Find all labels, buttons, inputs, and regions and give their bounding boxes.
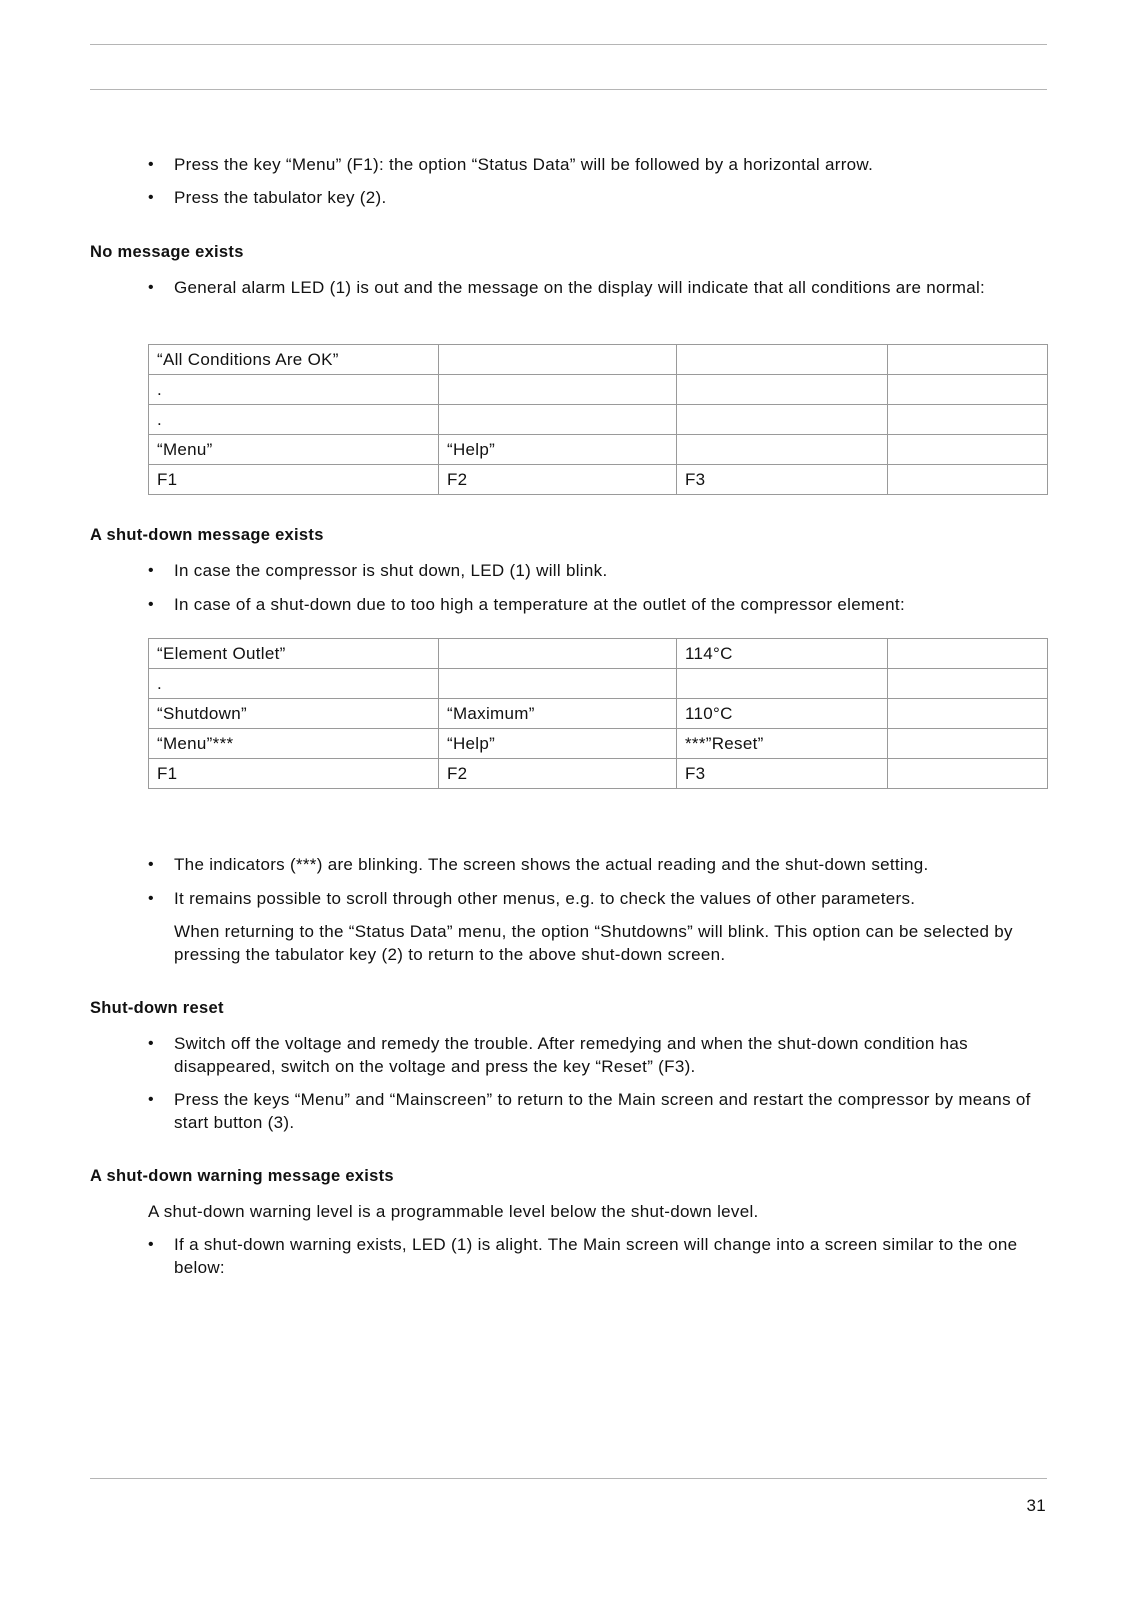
display-table-all-ok [148, 344, 1048, 495]
shutdown-bullet-led [148, 559, 1048, 582]
bullet-text: Press the keys “Menu” and “Mainscreen” to return to the Main screen and restart the compressor by means of start button (3). [174, 1090, 1031, 1132]
table-cell [888, 465, 1048, 495]
bullet-icon: • [148, 856, 154, 873]
display-table-shutdown [148, 638, 1048, 789]
table-cell: F2 [439, 759, 677, 789]
bullet-icon: • [148, 562, 154, 579]
table-cell: F3 [677, 759, 888, 789]
table-cell: F3 [677, 465, 888, 495]
footer-rule [90, 1478, 1047, 1479]
table-cell: “Help” [439, 729, 677, 759]
table-row [149, 465, 1048, 495]
table-cell [439, 375, 677, 405]
table-row [149, 729, 1048, 759]
table-cell: . [149, 375, 439, 405]
table-cell [888, 699, 1048, 729]
table-cell: F1 [149, 759, 439, 789]
table-row [149, 639, 1048, 669]
bullet-text: If a shut-down warning exists, LED (1) is alight. The Main screen will change into a screen similar to the one below: [174, 1235, 1018, 1277]
bullet-icon: • [148, 1035, 154, 1052]
bullet-icon: • [148, 890, 154, 907]
table-cell: “Shutdown” [149, 699, 439, 729]
table-row [149, 375, 1048, 405]
table-cell: F2 [439, 465, 677, 495]
warning-bullet [148, 1233, 1048, 1279]
bullet-icon: • [148, 1236, 154, 1253]
bullet-text: It remains possible to scroll through other menus, e.g. to check the values of other parameters. [174, 889, 916, 908]
no-message-bullet [148, 276, 1048, 299]
heading-shutdown-message: A shut-down message exists [90, 526, 324, 544]
table-cell [888, 759, 1048, 789]
table-cell [677, 345, 888, 375]
table-cell: F1 [149, 465, 439, 495]
bullet-text: The indicators (***) are blinking. The screen shows the actual reading and the shut-down setting. [174, 855, 929, 874]
table-cell: “Help” [439, 435, 677, 465]
table-cell: “Menu”*** [149, 729, 439, 759]
bullet-text: Press the tabulator key (2). [174, 188, 387, 207]
heading-shutdown-warning: A shut-down warning message exists [90, 1167, 394, 1185]
bullet-icon: • [148, 279, 154, 296]
table-cell [439, 345, 677, 375]
bullet-icon: • [148, 596, 154, 613]
table-cell [888, 435, 1048, 465]
shutdown-bullet-temperature [148, 593, 1048, 616]
bullet-text: In case the compressor is shut down, LED (1) will blink. [174, 561, 608, 580]
table-row [149, 435, 1048, 465]
bullet-text: In case of a shut-down due to too high a temperature at the outlet of the compressor element: [174, 595, 905, 614]
heading-shutdown-reset: Shut-down reset [90, 999, 224, 1017]
table-cell [677, 375, 888, 405]
heading-no-message: No message exists [90, 243, 244, 261]
table-row [149, 345, 1048, 375]
intro-bullet-menu-key [148, 153, 1048, 176]
table-cell [677, 405, 888, 435]
bullet-icon: • [148, 189, 154, 206]
table-cell: “Maximum” [439, 699, 677, 729]
table-cell [677, 669, 888, 699]
header-rule-top [90, 44, 1047, 45]
table-row [149, 699, 1048, 729]
table-cell: 110°C [677, 699, 888, 729]
table-cell [439, 639, 677, 669]
bullet-icon: • [148, 1091, 154, 1108]
table-cell [888, 639, 1048, 669]
table-row [149, 759, 1048, 789]
header-rule-bottom [90, 89, 1047, 90]
table-cell [888, 375, 1048, 405]
reset-bullet-mainscreen [148, 1088, 1048, 1134]
reset-bullet-voltage [148, 1032, 1048, 1078]
warning-paragraph: A shut-down warning level is a programmable level below the shut-down level. [148, 1202, 759, 1221]
table-row [149, 669, 1048, 699]
table-cell [888, 729, 1048, 759]
table-cell: ***”Reset” [677, 729, 888, 759]
table-cell [677, 435, 888, 465]
bullet-text: Press the key “Menu” (F1): the option “Status Data” will be followed by a horizontal arrow. [174, 155, 874, 174]
table-cell: “Element Outlet” [149, 639, 439, 669]
table-cell: . [149, 669, 439, 699]
status-data-paragraph: When returning to the “Status Data” menu, the option “Shutdowns” will blink. This option can be selected by pressing the tabulator key (2) to return to the above shut-down screen. [174, 922, 1013, 964]
table-row [149, 405, 1048, 435]
table-cell: . [149, 405, 439, 435]
intro-bullet-tab-key [148, 186, 1048, 209]
table-cell: “Menu” [149, 435, 439, 465]
table-cell [888, 669, 1048, 699]
indicators-bullet [148, 853, 1048, 876]
table-cell [439, 669, 677, 699]
table-cell: 114°C [677, 639, 888, 669]
bullet-icon: • [148, 156, 154, 173]
scroll-menus-bullet [148, 887, 1048, 910]
table-cell: “All Conditions Are OK” [149, 345, 439, 375]
table-cell [888, 405, 1048, 435]
bullet-text: General alarm LED (1) is out and the message on the display will indicate that all conditions are normal: [174, 278, 986, 297]
table-cell [439, 405, 677, 435]
page-number: 31 [1026, 1496, 1046, 1515]
bullet-text: Switch off the voltage and remedy the trouble. After remedying and when the shut-down condition has disappeared, switch on the voltage and press the key “Reset” (F3). [174, 1034, 968, 1076]
table-cell [888, 345, 1048, 375]
